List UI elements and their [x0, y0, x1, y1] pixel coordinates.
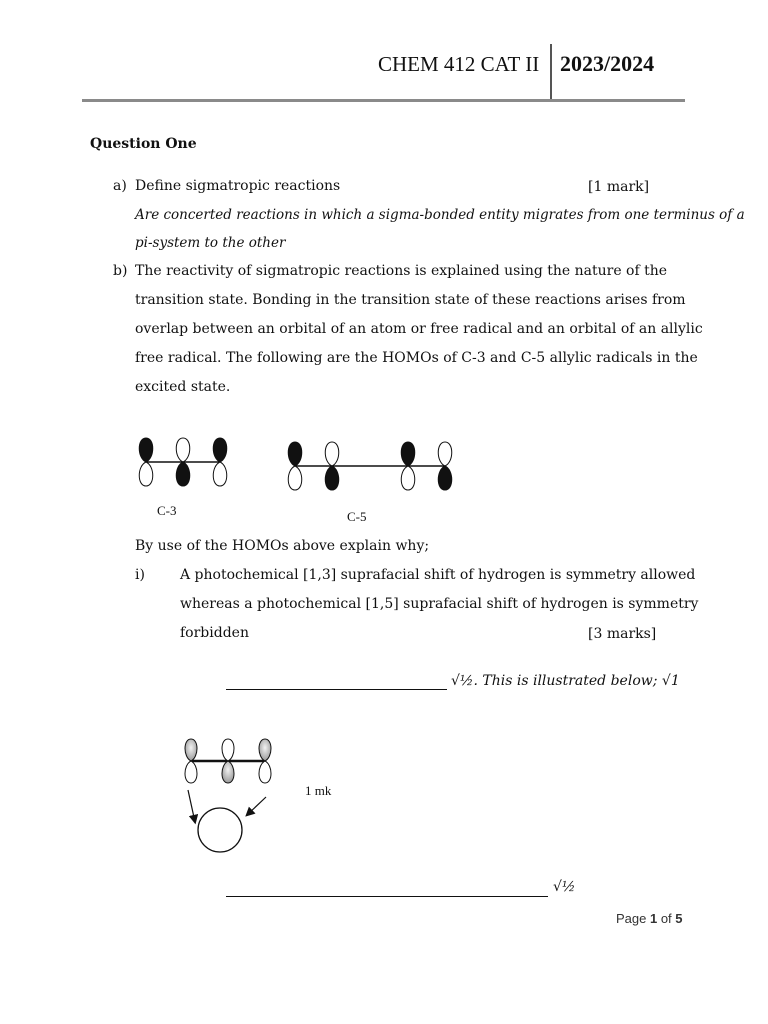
- sub-i-line-2: whereas a photochemical [1,5] suprafacial shift of hydrogen is symmetry: [180, 596, 699, 612]
- academic-year: 2023/2024: [560, 51, 655, 76]
- page-number: [616, 911, 683, 926]
- transition-state-diagram: [170, 730, 290, 860]
- part-a-answer-line-2: pi-system to the other: [135, 235, 286, 251]
- part-a-answer-line-1: Are concerted reactions in which a sigma-bonded entity migrates from one terminus of a: [135, 207, 745, 223]
- part-b-line-5: excited state.: [135, 379, 231, 395]
- answer-blank-line-1: [226, 689, 447, 690]
- answer-note-1: √½. This is illustrated below; √1: [451, 673, 680, 689]
- answer-note-2: √½: [553, 879, 576, 895]
- diagram-mark: 1 mk: [305, 783, 332, 798]
- part-b-lead-in: By use of the HOMOs above explain why;: [135, 538, 430, 554]
- part-a-marks: [1 mark]: [588, 179, 650, 195]
- part-b-line-3: overlap between an orbital of an atom or free radical and an orbital of an allylic: [135, 321, 703, 337]
- current-page: 1: [649, 911, 658, 926]
- part-b-line-4: free radical. The following are the HOMOs of C-3 and C-5 allylic radicals in the: [135, 350, 698, 366]
- part-b-line-2: transition state. Bonding in the transition state of these reactions arises from: [135, 292, 686, 308]
- header-rule: [82, 99, 685, 102]
- part-b-label: b): [113, 263, 128, 279]
- hydrogen-s-orbital: [198, 808, 242, 852]
- part-a-label: a): [113, 178, 127, 194]
- page-prefix: Page: [616, 911, 650, 926]
- sub-i-label: i): [135, 567, 145, 583]
- question-title: Question One: [90, 136, 197, 152]
- course-code: CHEM 412 CAT II: [378, 52, 540, 76]
- total-pages: 5: [675, 911, 683, 926]
- header-separator: [550, 44, 552, 102]
- arrow-right: [247, 797, 266, 815]
- c3-label: C-3: [157, 503, 177, 518]
- page-of: of: [657, 911, 676, 926]
- sub-i-marks: [3 marks]: [588, 626, 657, 642]
- sub-i-line-3: forbidden: [180, 625, 249, 641]
- c5-label: C-5: [347, 509, 367, 524]
- answer-blank-line-2: [226, 896, 548, 897]
- part-b-line-1: The reactivity of sigmatropic reactions is explained using the nature of the: [135, 263, 668, 279]
- c3-homo-orbitals: [139, 438, 227, 486]
- arrow-left: [188, 790, 195, 822]
- homo-orbital-diagrams: [130, 430, 470, 500]
- part-a-prompt: Define sigmatropic reactions: [135, 178, 341, 194]
- sub-i-line-1: A photochemical [1,3] suprafacial shift of hydrogen is symmetry allowed: [180, 567, 696, 583]
- c5-homo-orbitals: [288, 442, 452, 490]
